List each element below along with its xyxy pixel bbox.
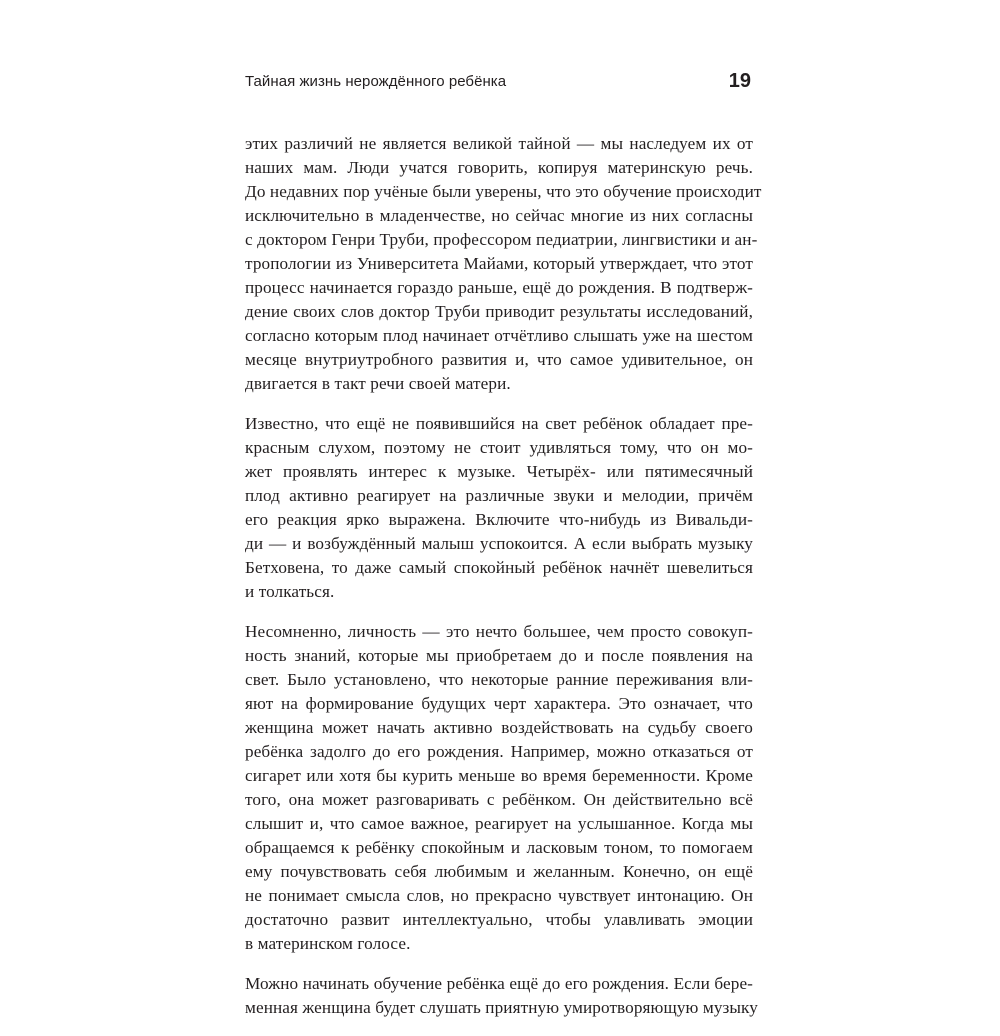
running-header <box>245 70 755 96</box>
text-line: с доктором Генри Труби, профессором педиатрии, лингвистики и ан- <box>245 230 758 249</box>
text-line: этих различий не является великой тайной — мы наследуем их от <box>245 134 753 153</box>
text-line: ди — и возбуждённый малыш успокоится. А если выбрать музыку <box>245 534 753 553</box>
paragraph <box>245 620 753 956</box>
text-line: свет. Было установлено, что некоторые ранние переживания вли- <box>245 670 753 689</box>
text-line: Бетховена, то даже самый спокойный ребёнок начнёт шевелиться <box>245 558 753 577</box>
text-line: яют на формирование будущих черт характера. Это означает, что <box>245 694 753 713</box>
text-line: Можно начинать обучение ребёнка ещё до его рождения. Если бере- <box>245 974 753 993</box>
running-title: Тайная жизнь нерождённого ребёнка <box>245 73 507 90</box>
text-line: тропологии из Университета Майами, который утверждает, что этот <box>245 254 753 273</box>
text-line: ность знаний, которые мы приобретаем до и после появления на <box>245 646 753 665</box>
text-line: в материнском голосе. <box>245 934 411 953</box>
text-line: того, она может разговаривать с ребёнком. Он действительно всё <box>245 790 753 809</box>
text-line: месяце внутриутробного развития и, что самое удивительное, он <box>245 350 753 369</box>
paragraph <box>245 412 753 604</box>
text-line: ребёнка задолго до его рождения. Например, можно отказаться от <box>245 742 753 761</box>
text-line: До недавних пор учёные были уверены, что это обучение происходит <box>245 182 762 201</box>
text-line: согласно которым плод начинает отчётливо слышать уже на шестом <box>245 326 753 345</box>
text-line: наших мам. Люди учатся говорить, копируя материнскую речь. <box>245 158 753 177</box>
text-line: плод активно реагирует на различные звуки и мелодии, причём <box>245 486 753 505</box>
text-line: женщина может начать активно воздействовать на судьбу своего <box>245 718 753 737</box>
text-line: слышит и, что самое важное, реагирует на услышанное. Когда мы <box>245 814 753 833</box>
text-line: его реакция ярко выражена. Включите что-нибудь из Вивальди- <box>245 510 753 529</box>
text-line: двигается в такт речи своей матери. <box>245 374 511 393</box>
text-line: дение своих слов доктор Труби приводит результаты исследований, <box>245 302 753 321</box>
text-line: и толкаться. <box>245 582 335 601</box>
text-line: обращаемся к ребёнку спокойным и ласковым тоном, то помогаем <box>245 838 753 857</box>
text-line: сигарет или хотя бы курить меньше во время беременности. Кроме <box>245 766 753 785</box>
body-text <box>245 132 762 1036</box>
paragraph <box>245 972 758 1020</box>
text-line: Известно, что ещё не появившийся на свет ребёнок обладает пре- <box>245 414 753 433</box>
text-line: жет проявлять интерес к музыке. Четырёх- или пятимесячный <box>245 462 753 481</box>
page-number: 19 <box>728 70 751 92</box>
text-line: достаточно развит интеллектуально, чтобы улавливать эмоции <box>245 910 753 929</box>
text-line: исключительно в младенчестве, но сейчас многие из них согласны <box>245 206 753 225</box>
text-line: не понимает смысла слов, но прекрасно чувствует интонацию. Он <box>245 886 753 905</box>
paragraph <box>245 132 762 396</box>
text-line: ему почувствовать себя любимым и желанным. Конечно, он ещё <box>245 862 753 881</box>
text-line: Несомненно, личность — это нечто большее, чем просто совокуп- <box>245 622 753 641</box>
text-line: процесс начинается гораздо раньше, ещё до рождения. В подтверж- <box>245 278 753 297</box>
text-line: красным слухом, поэтому не стоит удивляться тому, что он мо- <box>245 438 753 457</box>
text-line: менная женщина будет слушать приятную умиротворяющую музыку <box>245 998 758 1017</box>
